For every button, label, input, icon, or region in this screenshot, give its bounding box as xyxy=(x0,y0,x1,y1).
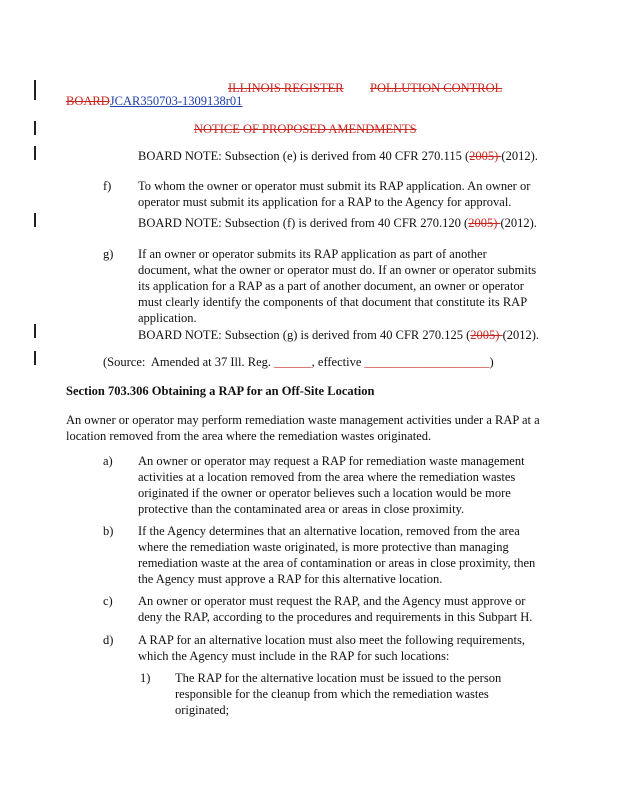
item-label-c: c) xyxy=(103,594,113,608)
doc-id-line xyxy=(66,94,242,109)
notice-title: NOTICE OF PROPOSED AMENDMENTS xyxy=(194,122,417,136)
revision-bar xyxy=(34,324,36,338)
revision-bar xyxy=(34,80,36,100)
board-label: BOARD xyxy=(66,94,110,108)
item-text-d: A RAP for an alternative location must also meet the following requirements, which the Agency must include in the RAP for such locations: xyxy=(138,633,525,663)
item-label-a: a) xyxy=(103,454,113,468)
item-text-f: To whom the owner or operator must submit its RAP application. An owner or operator must submit its application for a RAP to the Agency for approval. xyxy=(138,179,531,209)
item-text-d1: The RAP for the alternative location must be issued to the person responsible for the cleanup from which the remediation wastes originated; xyxy=(175,671,502,717)
item-label-b: b) xyxy=(103,524,114,538)
section-title: Section 703.306 Obtaining a RAP for an Off-Site Location xyxy=(66,384,375,398)
item-label-g: g) xyxy=(103,247,114,261)
pollution-label: POLLUTION CONTROL xyxy=(370,81,503,95)
section-intro: An owner or operator may perform remediation waste management activities under a RAP at a location removed from the area where the remediation wastes originated. xyxy=(66,413,540,443)
source-line: (Source: Amended at 37 Ill. Reg. ______, effective ____________________) xyxy=(103,355,494,369)
item-label-d1: 1) xyxy=(140,671,151,685)
item-label-f: f) xyxy=(103,179,112,193)
doc-id: JCAR350703-1309138r01 xyxy=(109,94,243,108)
item-label-d: d) xyxy=(103,633,114,647)
register-label: ILLINOIS REGISTER xyxy=(228,81,344,95)
item-text-a: An owner or operator may request a RAP for remediation waste management activities at a location removed from the area where the remediation wastes originated if the owner or operator believes such a location would be more protective than the contaminated area or areas in close proximity. xyxy=(138,454,525,516)
revision-bar xyxy=(34,351,36,365)
revision-bar xyxy=(34,121,36,135)
revision-bar xyxy=(34,213,36,227)
item-text-b: If the Agency determines that an alternative location, removed from the area where the remediation waste originated, is more protective than managing remediation waste at the area of contamination or areas in close proximity, then the Agency must approve a RAP for this alternative location. xyxy=(138,524,536,586)
board-note-e: BOARD NOTE: Subsection (e) is derived from 40 CFR 270.115 (2005) (2012). xyxy=(138,149,538,163)
board-note-f: BOARD NOTE: Subsection (f) is derived from 40 CFR 270.120 (2005) (2012). xyxy=(138,216,537,230)
item-text-g: If an owner or operator submits its RAP application as part of another document, what the owner or operator must do. If an owner or operator submits its application for a RAP as a part of another document, an owner or operator must clearly identify the components of that document that constitute its RAP application. xyxy=(138,247,537,325)
revision-bar xyxy=(34,146,36,160)
item-text-c: An owner or operator must request the RAP, and the Agency must approve or deny the RAP, according to the procedures and requirements in this Subpart H. xyxy=(138,594,533,624)
board-note-g: BOARD NOTE: Subsection (g) is derived from 40 CFR 270.125 (2005) (2012). xyxy=(138,328,540,342)
